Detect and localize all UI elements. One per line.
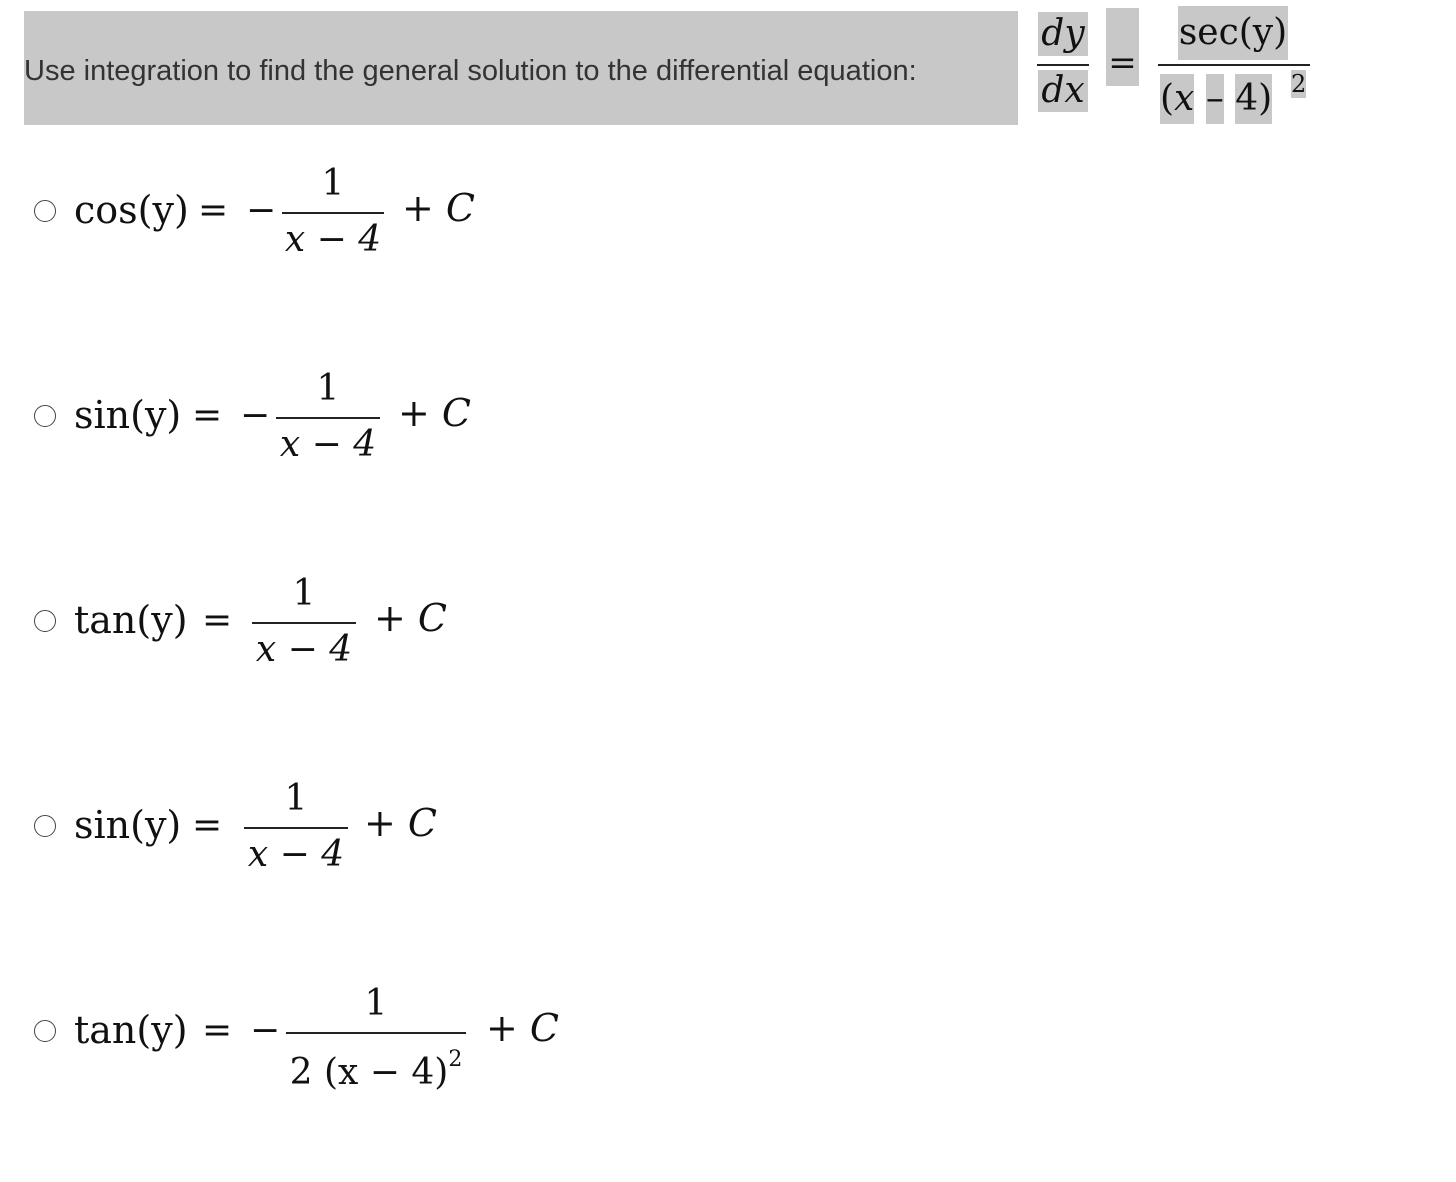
radio-button-5[interactable]	[34, 1020, 56, 1042]
radio-button-2[interactable]	[34, 405, 56, 427]
option-numerator: 1	[364, 983, 388, 1024]
equation-dy: dy	[1038, 12, 1088, 56]
radio-button-3[interactable]	[34, 610, 56, 632]
radio-button-1[interactable]	[34, 200, 56, 222]
option-fraction-bar	[286, 1032, 466, 1034]
option-denominator: x − 4	[255, 629, 353, 670]
option-denominator: x − 4	[284, 219, 382, 260]
option-fraction-bar	[276, 417, 380, 419]
option-constant: + C	[364, 801, 437, 845]
option-fraction	[282, 162, 384, 262]
option-fraction	[244, 777, 348, 877]
option-lhs: tan(y)	[74, 1008, 188, 1052]
equation-den-open: (	[1160, 74, 1174, 124]
option-equals: =	[202, 600, 233, 641]
option-numerator: 1	[284, 778, 308, 819]
option-fraction-bar	[252, 622, 356, 624]
equation-denominator	[1160, 74, 1272, 124]
option-equals: =	[202, 1010, 233, 1051]
equation-equals: =	[1106, 8, 1139, 86]
option-denominator: x − 4	[279, 424, 377, 465]
option-numerator: 1	[316, 368, 340, 409]
option-denominator	[286, 1038, 466, 1093]
equation-den-close: 4)	[1235, 74, 1272, 124]
option-denominator-power: 2	[448, 1047, 463, 1072]
option-equals: =	[192, 805, 223, 846]
option-fraction	[276, 367, 380, 467]
answer-option-3[interactable]	[0, 560, 700, 710]
equation-den-x: x	[1174, 74, 1194, 124]
option-constant: + C	[402, 186, 475, 230]
option-numerator: 1	[321, 163, 345, 204]
equation-den-power: 2	[1291, 70, 1307, 98]
option-sign: −	[240, 395, 271, 436]
equation-dx: dx	[1038, 70, 1088, 112]
answer-option-5[interactable]	[0, 970, 700, 1120]
option-fraction-bar	[282, 212, 384, 214]
option-equals: =	[192, 395, 223, 436]
equation-fraction-bar-left	[1037, 64, 1089, 66]
equation-sec-y: sec(y)	[1178, 6, 1288, 60]
option-equals: =	[198, 190, 229, 231]
option-numerator: 1	[292, 573, 316, 614]
question-prompt-box	[24, 11, 1018, 125]
answer-option-1[interactable]	[0, 150, 700, 300]
option-fraction	[286, 982, 466, 1092]
option-lhs: tan(y)	[74, 598, 188, 642]
question-prompt-text: Use integration to find the general solution to the differential equation:	[24, 55, 917, 87]
option-constant: + C	[398, 391, 471, 435]
option-sign: −	[250, 1010, 281, 1051]
answer-option-2[interactable]	[0, 355, 700, 505]
option-lhs: sin(y)	[74, 803, 182, 847]
option-constant: + C	[486, 1006, 559, 1050]
option-lhs: sin(y)	[74, 393, 182, 437]
equation-den-minus: –	[1206, 74, 1224, 124]
option-denominator: x − 4	[247, 834, 345, 875]
option-fraction	[252, 572, 356, 672]
option-fraction-bar	[244, 827, 348, 829]
option-denominator-base: 2 (x − 4)	[289, 1052, 449, 1093]
option-constant: + C	[374, 596, 447, 640]
equation-fraction-bar-right	[1158, 64, 1310, 66]
answer-option-4[interactable]	[0, 765, 700, 915]
option-lhs: cos(y)	[74, 188, 189, 232]
option-sign: −	[246, 190, 277, 231]
radio-button-4[interactable]	[34, 815, 56, 837]
